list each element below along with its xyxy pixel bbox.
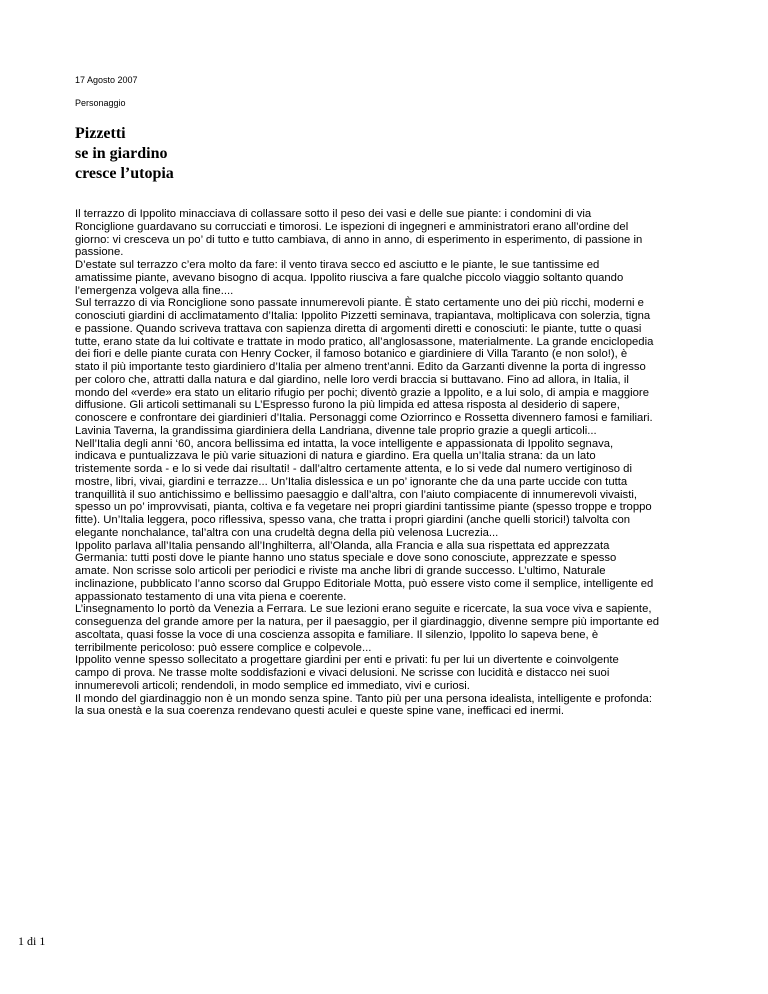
body-line: tristemente sorda - e lo si vede dai risultati! - dall’altro certamente attenta, e lo si vede dal numero vertiginoso di	[75, 463, 632, 475]
body-line: Germania: tutti posti dove le piante hanno uno status speciale e dove sono conosciute, apprezzate e spesso	[75, 552, 617, 565]
body-line: ascoltata, quasi fosse la voce di una coscienza assopita e familiare. Il silenzio, Ippolito lo sapeva bene, è	[75, 628, 599, 641]
body-line: diffusione. Gli articoli settimanali su L’Espresso furono la più limpida ed attesa risposta al desiderio di sapere,	[75, 399, 620, 412]
body-line: dei fiori e delle piante curata con Henry Cocker, il famoso botanico e giardiniere di Villa Taranto (e non solo!), è	[75, 348, 628, 361]
body-line: Ippolito parlava all’Italia pensando all’Inghilterra, all’Olanda, alla Francia e alla sua rispettata ed apprezzata	[75, 539, 610, 552]
body-line: stato il più importante testo giardiniero d’Italia per almeno trent’anni. Edito da Garzanti divenne la porta di ingresso	[75, 361, 646, 373]
body-line: fitte). Un’Italia leggera, poco riflessiva, spesso vana, che tratta i propri giardini (anche quelli storici!) talvolta con	[75, 514, 631, 526]
body-line: D’estate sul terrazzo c’era molto da fare: il vento tirava secco ed asciutto e le piante, le sue tantissime ed	[75, 259, 600, 271]
body-line: per coloro che, attratti dalla natura e dal giardino, nelle loro verdi braccia si buttavano. Fino ad allora, in Italia, il	[75, 373, 629, 386]
article-title	[75, 124, 174, 184]
body-line: indicava e puntualizzava le più varie situazioni di natura e giardino. Era quella un’Italia strana: da un lato	[75, 450, 596, 463]
body-line: conseguenza del grande amore per la natura, per il paesaggio, per il giardinaggio, divenne sempre più importante ed	[75, 616, 660, 628]
body-line: Il terrazzo di Ippolito minacciava di collassare sotto il peso dei vasi e delle sue piante: i condomini di via	[75, 208, 592, 220]
body-line: elegante nonchalance, tal’altra con una crudeltà degna della più velenosa Lucrezia...	[75, 526, 499, 539]
body-line: Ippolito venne spesso sollecitato a progettare giardini per enti e privati: fu per lui un divertente e coinvolgente	[75, 654, 619, 667]
body-line: Ronciglione guardavano su corrucciati e timorosi. Le ispezioni di ingegneri e amministratori erano all’ordine del	[75, 220, 629, 233]
body-line: amate. Non scrisse solo articoli per periodici e riviste ma anche libri di grande successo. L’ultimo, Naturale	[75, 565, 606, 577]
page-number: 1 di 1	[18, 934, 46, 948]
title-line: Pizzetti	[75, 125, 126, 142]
body-line: terribilmente pericoloso: può essere complice e colpevole...	[75, 641, 372, 654]
body-line: conosciuti giardini di acclimatamento d’Italia: Ippolito Pizzetti seminava, trapiantava, moltiplicava con solerzia, tigna	[75, 310, 651, 322]
body-line: innumerevoli articoli; rendendoli, in modo semplice ed immediato, vivi e curiosi.	[75, 679, 470, 692]
section-label: Personaggio	[75, 98, 126, 108]
body-line: spesso un po’ improvvisati, pianta, coltiva e fa vegetare nei propri giardini tantissime piante (spesso troppe e troppo	[75, 501, 652, 514]
body-line: Lavinia Taverna, la grandissima giardiniera della Landriana, divenne tale proprio grazie a quegli articoli...	[75, 424, 597, 437]
body-line: tutte, erano state da lui coltivate e trattate in modo pratico, all’anglosassone, materialmente. La grande enciclopedia	[75, 335, 654, 348]
body-line: l’emergenza volgeva alla fine....	[75, 284, 234, 297]
body-line: Nell’Italia degli anni ‘60, ancora bellissima ed intatta, la voce intelligente e appassionata di Ippolito segnava,	[75, 437, 614, 450]
body-line: giorno: vi cresceva un po’ di tutto e tutto cambiava, di anno in anno, di esperimento in esperimento, di passione in	[75, 233, 643, 246]
body-line: mondo del «verde» era stato un elitario rifugio per pochi; diventò grazie a Ippolito, e a lui solo, di ampia e maggiore	[75, 386, 649, 399]
title-line: cresce l’utopia	[75, 165, 174, 182]
body-line: Sul terrazzo di via Ronciglione sono passate innumerevoli piante. È stato certamente uno dei più ricchi, moderni e	[75, 297, 644, 310]
body-line: e passione. Quando scriveva trattava con sapienza diretta di argomenti diretti e conosciuti: le piante, tutte o quasi	[75, 322, 642, 335]
body-line: passione.	[75, 246, 124, 259]
body-line: tranquillità il suo antichissimo e bellissimo paesaggio e dall’altra, con l’aiuto compiacente di innumerevoli vivaisti,	[75, 488, 637, 501]
body-line: campo di prova. Ne trasse molte soddisfazioni e vivaci delusioni. Ne scrisse con lucidità e distacco nei suoi	[75, 667, 610, 679]
body-line: Il mondo del giardinaggio non è un mondo senza spine. Tanto più per una persona idealista, intelligente e profonda:	[75, 692, 652, 705]
article-date: 17 Agosto 2007	[75, 75, 138, 85]
body-line: conoscere e confrontare dei giardinieri d’Italia. Personaggi come Oziorrinco e Rossetta divennero famosi e familiari.	[75, 412, 653, 424]
body-line: L’insegnamento lo portò da Venezia a Ferrara. Le sue lezioni erano seguite e ricercate, la sua voce viva e sapiente,	[75, 603, 652, 616]
body-line: la sua onestà e la sua coerenza rendevano questi aculei e queste spine vane, inefficaci ed inermi.	[75, 705, 565, 718]
article-body	[75, 208, 707, 718]
body-line: mostre, libri, vivai, giardini e terrazze... Un’Italia dislessica e un po’ ignorante che da una parte uccide con tutta	[75, 475, 628, 488]
body-line: amatissime piante, avevano bisogno di acqua. Ippolito riusciva a fare qualche piccolo viaggio soltanto quando	[75, 271, 624, 284]
title-line: se in giardino	[75, 145, 168, 162]
body-line: appassionato testamento di una vita piena e coerente.	[75, 590, 347, 603]
body-line: inclinazione, pubblicato l’anno scorso dal Gruppo Editoriale Motta, può essere visto come il semplice, intelligente ed	[75, 577, 654, 590]
